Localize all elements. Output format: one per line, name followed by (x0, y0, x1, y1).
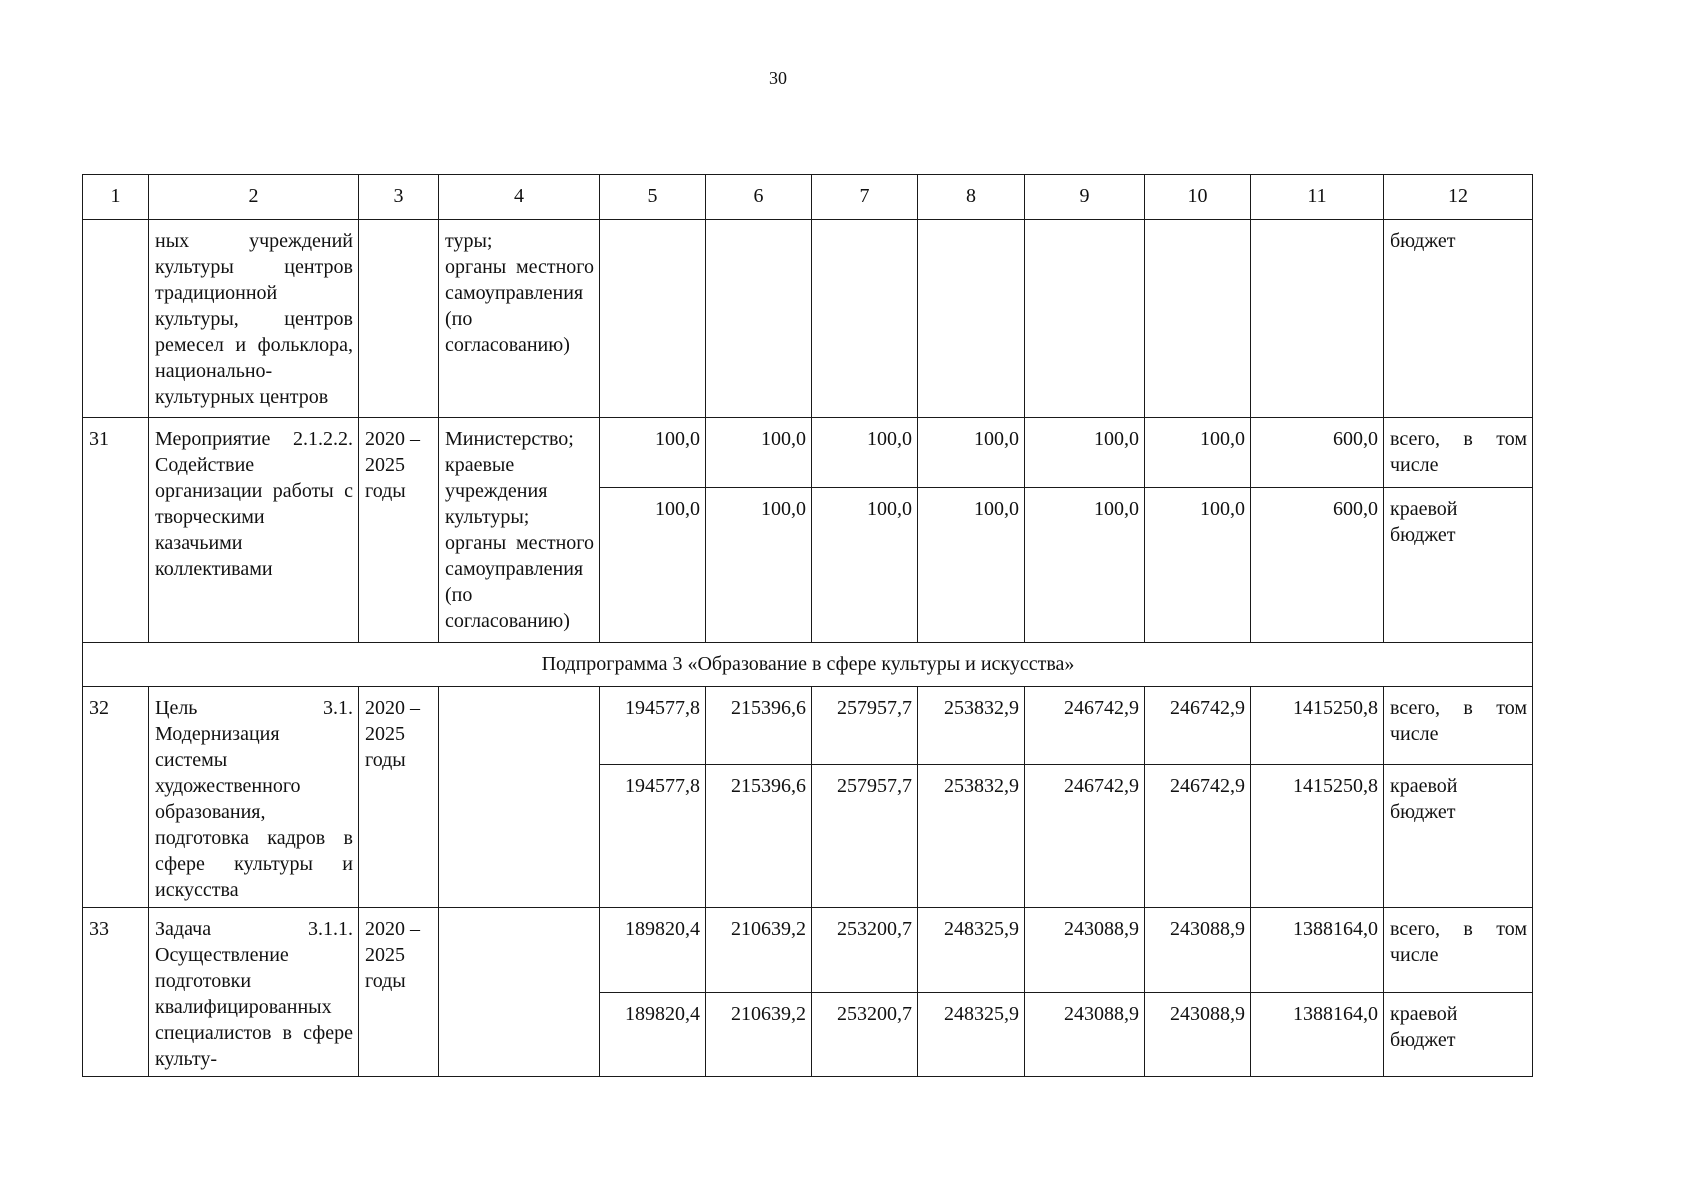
value-cell: 248325,9 (918, 908, 1025, 993)
value-cell: 100,0 (1145, 418, 1251, 488)
funding-source-cell: краевой бюджет (1384, 488, 1533, 643)
header-cell: 1 (83, 175, 149, 220)
value-cell: 253200,7 (812, 908, 918, 993)
subprogram-row (83, 643, 1533, 687)
value-cell: 1388164,0 (1251, 908, 1384, 993)
value-cell: 215396,6 (706, 765, 812, 908)
value-cell (1145, 220, 1251, 418)
value-cell: 215396,6 (706, 687, 812, 765)
row-number-cell (83, 220, 149, 418)
header-cell: 9 (1025, 175, 1145, 220)
header-cell: 2 (149, 175, 359, 220)
value-cell: 246742,9 (1145, 765, 1251, 908)
funding-source-cell: всего, в том числе (1384, 687, 1533, 765)
value-cell: 246742,9 (1025, 687, 1145, 765)
value-cell: 1415250,8 (1251, 687, 1384, 765)
header-cell: 4 (439, 175, 600, 220)
table-row (83, 220, 1533, 418)
value-cell: 243088,9 (1025, 908, 1145, 993)
row-number-cell: 31 (83, 418, 149, 643)
header-cell: 7 (812, 175, 918, 220)
value-cell: 100,0 (1025, 418, 1145, 488)
value-cell: 189820,4 (600, 992, 706, 1077)
period-cell: 2020 – 2025 годы (359, 908, 439, 1077)
header-cell: 10 (1145, 175, 1251, 220)
header-cell: 3 (359, 175, 439, 220)
value-cell: 100,0 (918, 488, 1025, 643)
value-cell: 100,0 (600, 488, 706, 643)
value-cell: 248325,9 (918, 992, 1025, 1077)
funding-source-cell: краевой бюджет (1384, 992, 1533, 1077)
value-cell: 194577,8 (600, 687, 706, 765)
value-cell: 253832,9 (918, 765, 1025, 908)
table-row (83, 687, 1533, 765)
value-cell: 100,0 (812, 418, 918, 488)
value-cell: 210639,2 (706, 908, 812, 993)
value-cell: 243088,9 (1025, 992, 1145, 1077)
measure-name-cell: ных учреждений культуры центров традиционной культуры, центров ремесел и фольклора, национально-культурных центров (149, 220, 359, 418)
value-cell (918, 220, 1025, 418)
value-cell: 100,0 (600, 418, 706, 488)
period-cell: 2020 – 2025 годы (359, 687, 439, 908)
value-cell (1025, 220, 1145, 418)
value-cell: 100,0 (1025, 488, 1145, 643)
measure-name-cell: Цель 3.1. Модернизация системы художественного образования, подготовка кадров в сфере культуры и искусства (149, 687, 359, 908)
value-cell: 100,0 (918, 418, 1025, 488)
value-cell: 257957,7 (812, 687, 918, 765)
header-cell: 12 (1384, 175, 1533, 220)
period-cell (359, 220, 439, 418)
header-cell: 8 (918, 175, 1025, 220)
value-cell: 243088,9 (1145, 908, 1251, 993)
measure-name-cell: Задача 3.1.1. Осуществление подготовки квалифицированных специалистов в сфере культу- (149, 908, 359, 1077)
value-cell: 100,0 (812, 488, 918, 643)
executor-cell (439, 908, 600, 1077)
value-cell (706, 220, 812, 418)
value-cell: 253200,7 (812, 992, 918, 1077)
value-cell (812, 220, 918, 418)
header-cell: 6 (706, 175, 812, 220)
value-cell: 100,0 (706, 488, 812, 643)
value-cell: 210639,2 (706, 992, 812, 1077)
value-cell (600, 220, 706, 418)
program-table (82, 174, 1533, 1077)
header-row (83, 175, 1533, 220)
value-cell: 253832,9 (918, 687, 1025, 765)
table-row (83, 418, 1533, 488)
header-cell: 5 (600, 175, 706, 220)
executor-cell: туры; органы местного самоуправления (по согласованию) (439, 220, 600, 418)
row-number-cell: 32 (83, 687, 149, 908)
value-cell: 189820,4 (600, 908, 706, 993)
value-cell: 243088,9 (1145, 992, 1251, 1077)
value-cell: 600,0 (1251, 488, 1384, 643)
period-cell: 2020 – 2025 годы (359, 418, 439, 643)
funding-source-cell: всего, в том числе (1384, 418, 1533, 488)
page-number: 30 (769, 68, 787, 88)
header-cell: 11 (1251, 175, 1384, 220)
executor-cell: Министерство; краевые учреждения культуры; органы местного самоуправления (по согласованию) (439, 418, 600, 643)
value-cell: 100,0 (706, 418, 812, 488)
funding-source-cell: всего, в том числе (1384, 908, 1533, 993)
funding-source-cell: бюджет (1384, 220, 1533, 418)
value-cell: 1388164,0 (1251, 992, 1384, 1077)
measure-name-cell: Мероприятие 2.1.2.2. Содействие организации работы с творческими казачьими коллективами (149, 418, 359, 643)
value-cell: 194577,8 (600, 765, 706, 908)
value-cell: 246742,9 (1145, 687, 1251, 765)
value-cell: 246742,9 (1025, 765, 1145, 908)
table-row (83, 908, 1533, 993)
funding-source-cell: краевой бюджет (1384, 765, 1533, 908)
value-cell (1251, 220, 1384, 418)
executor-cell (439, 687, 600, 908)
value-cell: 1415250,8 (1251, 765, 1384, 908)
row-number-cell: 33 (83, 908, 149, 1077)
value-cell: 257957,7 (812, 765, 918, 908)
value-cell: 100,0 (1145, 488, 1251, 643)
subprogram-title: Подпрограмма 3 «Образование в сфере культуры и искусства» (83, 643, 1533, 687)
value-cell: 600,0 (1251, 418, 1384, 488)
